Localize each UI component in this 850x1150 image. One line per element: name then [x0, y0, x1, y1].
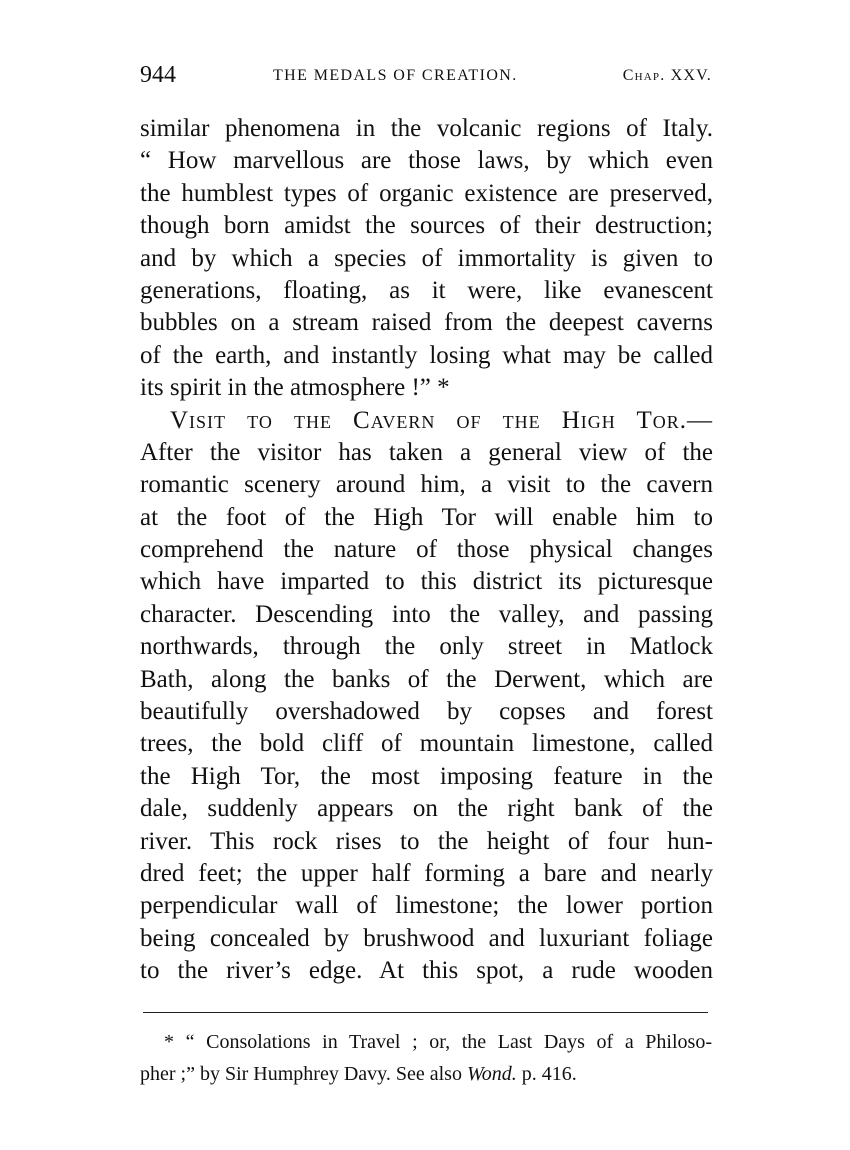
footnote-text: pher ;” by Sir Humphrey Davy. See also	[140, 1063, 462, 1085]
main-text	[140, 113, 713, 988]
chapter-label: Chap. XXV.	[622, 67, 712, 84]
text-line: bubbles on a stream raised from the deepest caverns	[140, 309, 713, 337]
text-line: perpendicular wall of limestone; the lower portion	[140, 892, 713, 920]
text-line: “ How marvellous are those laws, by which even	[140, 147, 713, 175]
running-header	[140, 62, 712, 92]
text-line: character. Descending into the valley, and passing	[140, 600, 713, 628]
footnote-line: * “ Consolations in Travel ; or, the Last Days of a Philoso-	[164, 1031, 712, 1053]
text-line: Bath, along the banks of the Derwent, which are	[140, 665, 713, 693]
text-line: generations, floating, as it were, like evanescent	[140, 276, 713, 304]
section-heading: Visit to the Cavern of the High Tor.—	[170, 406, 713, 434]
text-line: dale, suddenly appears on the right bank of the	[140, 795, 713, 823]
page-number: 944	[140, 62, 176, 88]
footnote-page-ref: p. 416.	[521, 1063, 577, 1085]
text-line: though born amidst the sources of their destruction;	[140, 212, 713, 240]
text-line: trees, the bold cliff of mountain limestone, called	[140, 730, 713, 758]
text-line: which have imparted to this district its picturesque	[140, 568, 713, 596]
text-line: of the earth, and instantly losing what may be called	[140, 341, 713, 369]
footnote-italic-ref: Wond.	[466, 1063, 517, 1085]
text-line: river. This rock rises to the height of four hun-	[140, 827, 713, 855]
text-line: to the river’s edge. At this spot, a rude wooden	[140, 957, 713, 985]
text-line: the humblest types of organic existence are preserved,	[140, 179, 713, 207]
footnote-line	[140, 1058, 712, 1090]
text-line: After the visitor has taken a general view of the	[140, 438, 713, 466]
text-line: dred feet; the upper half forming a bare and nearly	[140, 859, 713, 887]
text-line: similar phenomena in the volcanic regions of Italy.	[140, 115, 713, 142]
text-line: comprehend the nature of those physical changes	[140, 536, 713, 564]
text-line: its spirit in the atmosphere !” *	[140, 374, 450, 402]
text-line: and by which a species of immortality is given to	[140, 244, 713, 272]
footnote	[140, 1026, 712, 1090]
text-line: romantic scenery around him, a visit to the cavern	[140, 471, 713, 499]
footnote-divider	[143, 1012, 708, 1013]
text-line: at the foot of the High Tor will enable him to	[140, 503, 713, 531]
text-line: beautifully overshadowed by copses and forest	[140, 698, 713, 726]
running-title: THE MEDALS OF CREATION.	[273, 67, 518, 84]
text-line: being concealed by brushwood and luxuriant foliage	[140, 924, 713, 952]
text-line: the High Tor, the most imposing feature in the	[140, 762, 713, 790]
text-line: northwards, through the only street in Matlock	[140, 633, 713, 661]
